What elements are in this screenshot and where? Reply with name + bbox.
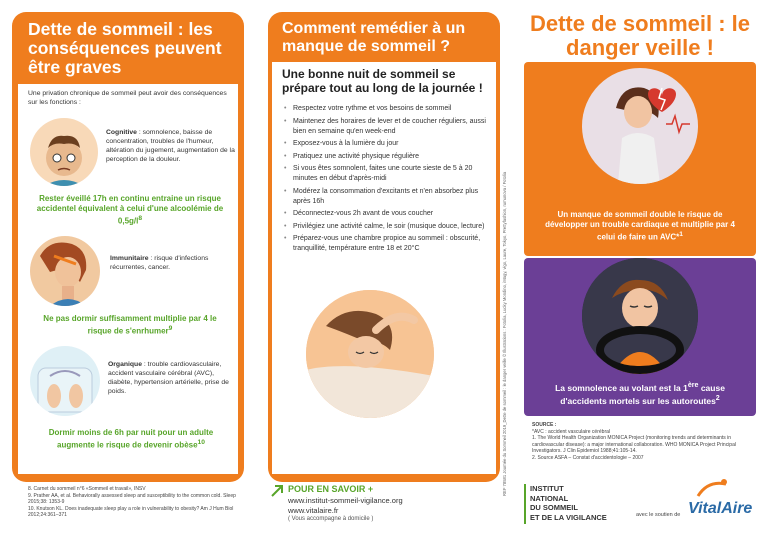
cognitive-illustration	[30, 118, 98, 186]
tip-item: • Modérez la consommation d'excitants et n'en absorbez plus après 16h	[284, 187, 492, 207]
vitalaire-note: ( Vous accompagne à domicile )	[288, 516, 374, 522]
reference-item: 9. Prather AA, et al. Behaviorally assessed sleep and susceptibility to the common cold. Sleep 2015;38: 1353-9	[28, 492, 236, 505]
support-text: avec le soutien de	[636, 512, 681, 518]
panel-danger	[512, 0, 768, 534]
vitalaire-link[interactable]: www.vitalaire.fr	[288, 506, 339, 515]
references	[28, 486, 238, 519]
scale-illustration	[30, 346, 100, 416]
reference-item: 10. Knutson KL. Does inadequate sleep play a role in vulnerability to obesity? Am J Hum Biol 2012;24:361–371	[28, 505, 234, 518]
fact-alcohol	[32, 194, 228, 227]
fact-obesity-text: Dormir moins de 6h par nuit pour un adulte augmente le risque de devenir obèse	[48, 428, 214, 450]
heart-illustration	[582, 68, 698, 184]
panel1-title: Dette de sommeil : les conséquences peuvent être graves	[28, 19, 222, 77]
tip-item: • Exposez-vous à la lumière du jour	[284, 139, 492, 149]
reference-item: 8. Carnet du sommeil n°6 «Sommeil et travail», INSV	[28, 486, 146, 492]
fact-driving-sup1: ère	[687, 381, 699, 389]
tip-item: • Préparez-vous une chambre propice au sommeil : obscurité, tranquillité, température entre 18 et 20°C	[284, 234, 492, 254]
more-label: POUR EN SAVOIR +	[288, 484, 374, 494]
panel2-subtitle: Une bonne nuit de sommeil se prépare tout au long de la journée !	[282, 67, 483, 95]
source-item: 2. Source ASFA – Constat d'accidentologie – 2007	[532, 454, 644, 461]
tips-list	[284, 104, 492, 257]
sources	[532, 422, 752, 461]
vitalaire-swoosh-icon	[692, 478, 732, 500]
sleeping-woman-illustration	[306, 290, 434, 418]
institut-bar	[524, 484, 526, 524]
institut-logo	[530, 484, 607, 522]
panel-remedies	[256, 0, 512, 534]
tip-item: • Respectez votre rythme et vos besoins de sommeil	[284, 104, 492, 114]
vitalaire-logo: VitalAire	[688, 500, 753, 517]
organic-text: : trouble cardiovasculaire, accident vasculaire cérébral (AVC), diabète, hypertension artérielle, prise de poids.	[108, 361, 229, 395]
immune-illustration	[30, 236, 100, 306]
panel-consequences	[0, 0, 256, 534]
fact-obesity	[34, 428, 228, 451]
immune-text: : risque d'infections récurrentes, cancer.	[110, 255, 209, 271]
tip-item: • Déconnectez-vous 2h avant de vous coucher	[284, 209, 492, 219]
fact-alcohol-text: Rester éveillé 17h en continu entraine un risque accidentel équivalent à celui d'une alcoolémie de 0,5g/l	[36, 194, 224, 226]
fact-obesity-sup: 10	[197, 439, 205, 446]
cognitive-desc	[106, 128, 236, 164]
fact-cold-text: Ne pas dormir suffisamment multiplie par 4 le risque de s'enrhumer	[43, 314, 217, 336]
organic-desc	[108, 360, 236, 396]
intro-text: Une privation chronique de sommeil peut avoir des conséquences sur les fonctions :	[28, 90, 227, 106]
fact-driving-post: cause d'accidents mortels sur les autoroutes	[560, 382, 725, 407]
tip-item: • Si vous êtes somnolent, faites une courte sieste de 5 à 20 minutes en début d'après-midi	[284, 164, 492, 184]
fact-driving	[538, 380, 742, 407]
tip-item: • Privilégiez une activité calme, le soir (musique douce, lecture)	[284, 222, 492, 232]
cognitive-text: : somnolence, baisse de concentration, troubles de l'humeur, altération du jugement, augmentation de la perception de la douleur.	[106, 129, 235, 163]
vertical-credits	[502, 96, 512, 496]
institut-line: INSTITUT	[530, 484, 564, 493]
tip-item: • Pratiquez une activité physique régulière	[284, 152, 492, 162]
fact-cold-sup: 9	[168, 325, 173, 332]
fact-heart-sup: 1	[679, 231, 683, 238]
tip-item: • Maintenez des horaires de lever et de coucher réguliers, aussi bien en semaine qu'en week-end	[284, 117, 492, 137]
source-item: 1. The World Health Organization MONICA Project (monitoring trends and determinants in cardiovascular disease): a major international collaboration. WHO MONICA Project Principal Investigators. J Clin Epidemiol 1988;41:105-14.	[532, 435, 736, 454]
credits-text: REF 78581 Journée du Sommeil 2019_Dette de sommeil : le danger veille © Illustrations : Fotolia, Lucky Mondino, iMagy, vigo, Laure, Tokyo, Prettyfashion, rumunova / Fotolia	[502, 171, 507, 496]
isv-link[interactable]: www.institut-sommeil-vigilance.org	[288, 496, 403, 505]
institut-line: ET DE LA VIGILANCE	[530, 512, 607, 522]
panel3-title: Dette de sommeil : le danger veille !	[529, 11, 751, 60]
fact-driving-pre: La somnolence au volant est la 1	[555, 382, 688, 393]
fact-driving-sup2: 2	[715, 394, 720, 403]
fact-heart-text: Un manque de sommeil double le risque de développer un trouble cardiaque et multiplie par 4 celui de faire un AVC*	[545, 210, 735, 242]
source-item: *AVC : accident vasculaire cérébral	[532, 428, 610, 435]
organic-label: Organique	[108, 361, 142, 368]
fact-alcohol-sup: 8	[138, 215, 143, 222]
fact-cold	[40, 314, 220, 337]
immune-label: Immunitaire	[110, 255, 149, 262]
source-label: SOURCE :	[532, 422, 557, 428]
institut-line: NATIONAL	[530, 493, 569, 503]
cognitive-label: Cognitive	[106, 129, 137, 136]
fact-heart	[538, 210, 742, 243]
panel2-title: Comment remédier à un manque de sommeil ?	[282, 20, 466, 55]
arrow-icon	[270, 484, 284, 498]
immune-desc	[110, 254, 234, 272]
driving-illustration	[582, 258, 698, 374]
institut-line: DU SOMMEIL	[530, 503, 578, 512]
